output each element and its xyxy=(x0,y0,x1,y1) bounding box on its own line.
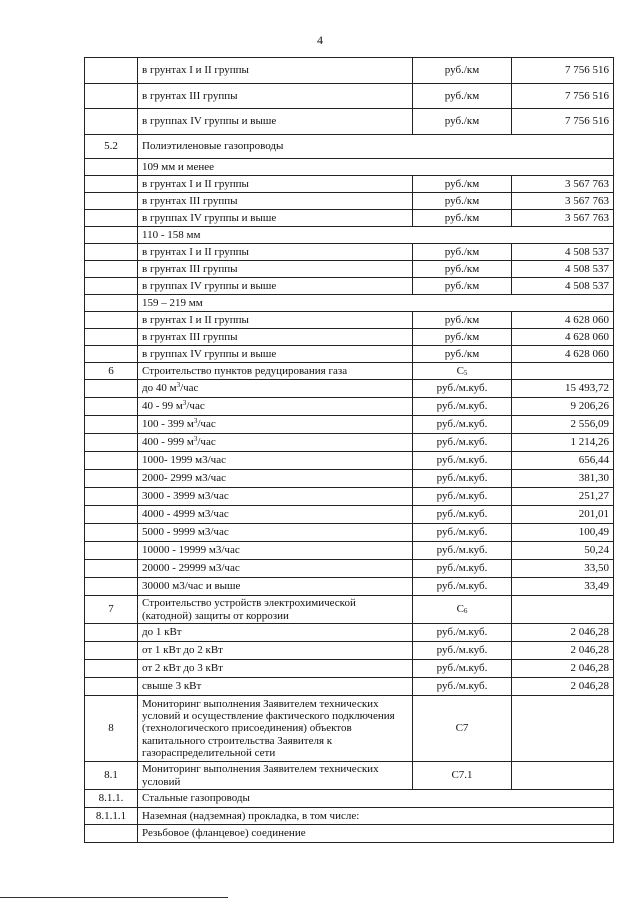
row-name: 159 – 219 мм xyxy=(138,295,614,312)
table-row xyxy=(85,506,614,524)
superscript: 3 xyxy=(193,417,198,426)
row-value: 3 567 763 xyxy=(512,176,614,193)
row-number xyxy=(85,624,138,642)
row-name: в грунтах III группы xyxy=(138,261,413,278)
row-unit: руб./м.куб. xyxy=(413,470,512,488)
row-unit xyxy=(413,596,512,624)
row-unit: С7.1 xyxy=(413,762,512,790)
row-name: Стальные газопроводы xyxy=(138,790,614,808)
table-row xyxy=(85,346,614,363)
row-name: в группах IV группы и выше xyxy=(138,278,413,295)
row-number xyxy=(85,227,138,244)
row-value: 3 567 763 xyxy=(512,210,614,227)
row-number xyxy=(85,524,138,542)
footnote-separator xyxy=(0,897,228,898)
row-unit xyxy=(413,363,512,380)
row-value: 15 493,72 xyxy=(512,380,614,398)
row-number xyxy=(85,278,138,295)
row-name-text: 400 - 999 м xyxy=(142,436,194,449)
table-row xyxy=(85,193,614,210)
row-unit: руб./км xyxy=(413,193,512,210)
table-row xyxy=(85,109,614,135)
row-unit: руб./км xyxy=(413,346,512,363)
row-name: в грунтах III группы xyxy=(138,193,413,210)
row-number: 6 xyxy=(85,363,138,380)
row-name: Резьбовое (фланцевое) соединение xyxy=(138,825,614,843)
row-number xyxy=(85,825,138,843)
row-name: Полиэтиленовые газопроводы xyxy=(138,135,614,159)
table-row xyxy=(85,312,614,329)
row-number xyxy=(85,176,138,193)
table-row xyxy=(85,642,614,660)
row-unit: С7 xyxy=(413,696,512,762)
tariff-table xyxy=(84,57,614,843)
table-row xyxy=(85,452,614,470)
row-unit: руб./м.куб. xyxy=(413,452,512,470)
table-row xyxy=(85,624,614,642)
row-name: в грунтах III группы xyxy=(138,329,413,346)
row-name-text: 100 - 399 м xyxy=(142,418,194,431)
row-name: Мониторинг выполнения Заявителем технических условий и осуществление фактического подключения (технологического присоединения) объектов капитального строительства Заявителя к газораспределительной сети xyxy=(138,696,413,762)
row-name-tail: /час xyxy=(180,382,199,395)
row-number xyxy=(85,470,138,488)
row-unit: руб./км xyxy=(413,109,512,135)
table-row xyxy=(85,596,614,624)
row-value: 4 628 060 xyxy=(512,329,614,346)
row-unit: руб./м.куб. xyxy=(413,398,512,416)
row-name: Наземная (надземная) прокладка, в том числе: xyxy=(138,808,614,825)
table-row xyxy=(85,488,614,506)
table-row xyxy=(85,398,614,416)
row-value: 381,30 xyxy=(512,470,614,488)
row-unit: руб./м.куб. xyxy=(413,380,512,398)
row-unit: руб./м.куб. xyxy=(413,416,512,434)
row-unit: руб./км xyxy=(413,312,512,329)
row-name: в группах IV группы и выше xyxy=(138,210,413,227)
row-value: 3 567 763 xyxy=(512,193,614,210)
row-name: в грунтах I и II группы xyxy=(138,176,413,193)
table-row xyxy=(85,416,614,434)
row-number: 8 xyxy=(85,696,138,762)
row-number xyxy=(85,542,138,560)
subscript: 6 xyxy=(463,607,468,616)
row-value: 4 508 537 xyxy=(512,278,614,295)
row-number xyxy=(85,660,138,678)
table-row xyxy=(85,227,614,244)
table-row xyxy=(85,790,614,808)
row-value: 2 046,28 xyxy=(512,678,614,696)
table-row xyxy=(85,762,614,790)
subscript: 5 xyxy=(463,369,468,378)
row-name: 1000- 1999 м3/час xyxy=(138,452,413,470)
row-name: 10000 - 19999 м3/час xyxy=(138,542,413,560)
row-name xyxy=(138,416,413,434)
row-unit: руб./м.куб. xyxy=(413,434,512,452)
row-name: Мониторинг выполнения Заявителем технических условий xyxy=(138,762,413,790)
row-value: 2 046,28 xyxy=(512,624,614,642)
row-number xyxy=(85,642,138,660)
row-number xyxy=(85,506,138,524)
table-row xyxy=(85,470,614,488)
row-number xyxy=(85,109,138,135)
table-row xyxy=(85,678,614,696)
row-unit: руб./км xyxy=(413,278,512,295)
unit-symbol: С xyxy=(456,603,464,616)
row-unit: руб./м.куб. xyxy=(413,560,512,578)
row-name-text: до 40 м xyxy=(142,382,177,395)
row-value xyxy=(512,696,614,762)
row-value: 2 046,28 xyxy=(512,642,614,660)
row-name: 109 мм и менее xyxy=(138,159,614,176)
row-number xyxy=(85,84,138,109)
row-number xyxy=(85,488,138,506)
row-name: в группах IV группы и выше xyxy=(138,109,413,135)
row-number xyxy=(85,560,138,578)
page-number: 4 xyxy=(317,33,323,47)
row-unit: руб./км xyxy=(413,176,512,193)
row-value: 4 508 537 xyxy=(512,261,614,278)
row-value: 4 628 060 xyxy=(512,346,614,363)
row-name: свыше 3 кВт xyxy=(138,678,413,696)
row-name: в грунтах I и II группы xyxy=(138,312,413,329)
table-row xyxy=(85,825,614,843)
row-name: от 1 кВт до 2 кВт xyxy=(138,642,413,660)
table-row xyxy=(85,696,614,762)
row-number xyxy=(85,295,138,312)
superscript: 3 xyxy=(176,381,181,390)
row-value: 33,49 xyxy=(512,578,614,596)
row-value xyxy=(512,762,614,790)
superscript: 3 xyxy=(193,435,198,444)
row-unit: руб./км xyxy=(413,244,512,261)
table-row xyxy=(85,560,614,578)
row-value: 33,50 xyxy=(512,560,614,578)
row-value: 7 756 516 xyxy=(512,84,614,109)
row-number xyxy=(85,380,138,398)
row-unit: руб./км xyxy=(413,58,512,84)
row-value: 7 756 516 xyxy=(512,58,614,84)
row-number xyxy=(85,193,138,210)
row-name: 110 - 158 мм xyxy=(138,227,614,244)
row-value: 251,27 xyxy=(512,488,614,506)
row-name xyxy=(138,398,413,416)
table-row xyxy=(85,176,614,193)
row-unit: руб./м.куб. xyxy=(413,506,512,524)
table-row xyxy=(85,295,614,312)
row-value: 100,49 xyxy=(512,524,614,542)
row-value: 4 628 060 xyxy=(512,312,614,329)
row-name: в грунтах III группы xyxy=(138,84,413,109)
row-number xyxy=(85,159,138,176)
table-row xyxy=(85,524,614,542)
row-unit: руб./км xyxy=(413,84,512,109)
tariff-table-body xyxy=(85,58,614,843)
row-name: в грунтах I и II группы xyxy=(138,244,413,261)
row-number xyxy=(85,346,138,363)
row-number xyxy=(85,452,138,470)
row-number xyxy=(85,329,138,346)
table-row xyxy=(85,380,614,398)
row-number: 8.1 xyxy=(85,762,138,790)
row-unit: руб./м.куб. xyxy=(413,524,512,542)
row-number xyxy=(85,261,138,278)
row-number xyxy=(85,416,138,434)
table-row xyxy=(85,159,614,176)
row-value: 201,01 xyxy=(512,506,614,524)
table-row xyxy=(85,58,614,84)
table-row xyxy=(85,578,614,596)
row-number xyxy=(85,312,138,329)
row-name: 2000- 2999 м3/час xyxy=(138,470,413,488)
row-number xyxy=(85,398,138,416)
row-name: от 2 кВт до 3 кВт xyxy=(138,660,413,678)
row-number: 8.1.1. xyxy=(85,790,138,808)
row-value: 2 046,28 xyxy=(512,660,614,678)
row-number: 5.2 xyxy=(85,135,138,159)
row-number xyxy=(85,210,138,227)
row-number xyxy=(85,58,138,84)
row-name: Строительство пунктов редуцирования газа xyxy=(138,363,413,380)
row-name: до 1 кВт xyxy=(138,624,413,642)
table-row xyxy=(85,135,614,159)
row-unit: руб./м.куб. xyxy=(413,678,512,696)
table-row xyxy=(85,210,614,227)
row-unit: руб./м.куб. xyxy=(413,488,512,506)
row-value: 4 508 537 xyxy=(512,244,614,261)
row-value: 1 214,26 xyxy=(512,434,614,452)
row-name: в грунтах I и II группы xyxy=(138,58,413,84)
row-number xyxy=(85,578,138,596)
row-value: 9 206,26 xyxy=(512,398,614,416)
row-value: 656,44 xyxy=(512,452,614,470)
row-name: 5000 - 9999 м3/час xyxy=(138,524,413,542)
table-row xyxy=(85,329,614,346)
row-unit: руб./м.куб. xyxy=(413,660,512,678)
row-unit: руб./м.куб. xyxy=(413,624,512,642)
table-row xyxy=(85,660,614,678)
superscript: 3 xyxy=(182,399,187,408)
row-number xyxy=(85,244,138,261)
row-number: 8.1.1.1 xyxy=(85,808,138,825)
row-name: 30000 м3/час и выше xyxy=(138,578,413,596)
row-name: 3000 - 3999 м3/час xyxy=(138,488,413,506)
row-number: 7 xyxy=(85,596,138,624)
row-unit: руб./м.куб. xyxy=(413,578,512,596)
row-number xyxy=(85,678,138,696)
table-row xyxy=(85,434,614,452)
row-unit: руб./м.куб. xyxy=(413,542,512,560)
row-number xyxy=(85,434,138,452)
row-unit: руб./км xyxy=(413,210,512,227)
row-name xyxy=(138,380,413,398)
table-row xyxy=(85,261,614,278)
row-unit: руб./км xyxy=(413,261,512,278)
unit-symbol: С xyxy=(456,364,464,377)
table-row xyxy=(85,363,614,380)
row-unit: руб./км xyxy=(413,329,512,346)
row-name: Строительство устройств электрохимической (катодной) защиты от коррозии xyxy=(138,596,413,624)
row-name: 20000 - 29999 м3/час xyxy=(138,560,413,578)
row-name: в группах IV группы и выше xyxy=(138,346,413,363)
row-name-text: 40 - 99 м xyxy=(142,400,183,413)
row-value: 50,24 xyxy=(512,542,614,560)
row-name xyxy=(138,434,413,452)
row-value: 7 756 516 xyxy=(512,109,614,135)
row-unit: руб./м.куб. xyxy=(413,642,512,660)
row-name-tail: /час xyxy=(197,418,216,431)
row-name-tail: /час xyxy=(186,400,205,413)
table-row xyxy=(85,542,614,560)
table-row xyxy=(85,278,614,295)
row-value: 2 556,09 xyxy=(512,416,614,434)
row-name-tail: /час xyxy=(197,436,216,449)
row-value xyxy=(512,363,614,380)
row-name: 4000 - 4999 м3/час xyxy=(138,506,413,524)
row-value xyxy=(512,596,614,624)
table-row xyxy=(85,244,614,261)
table-row xyxy=(85,84,614,109)
table-row xyxy=(85,808,614,825)
